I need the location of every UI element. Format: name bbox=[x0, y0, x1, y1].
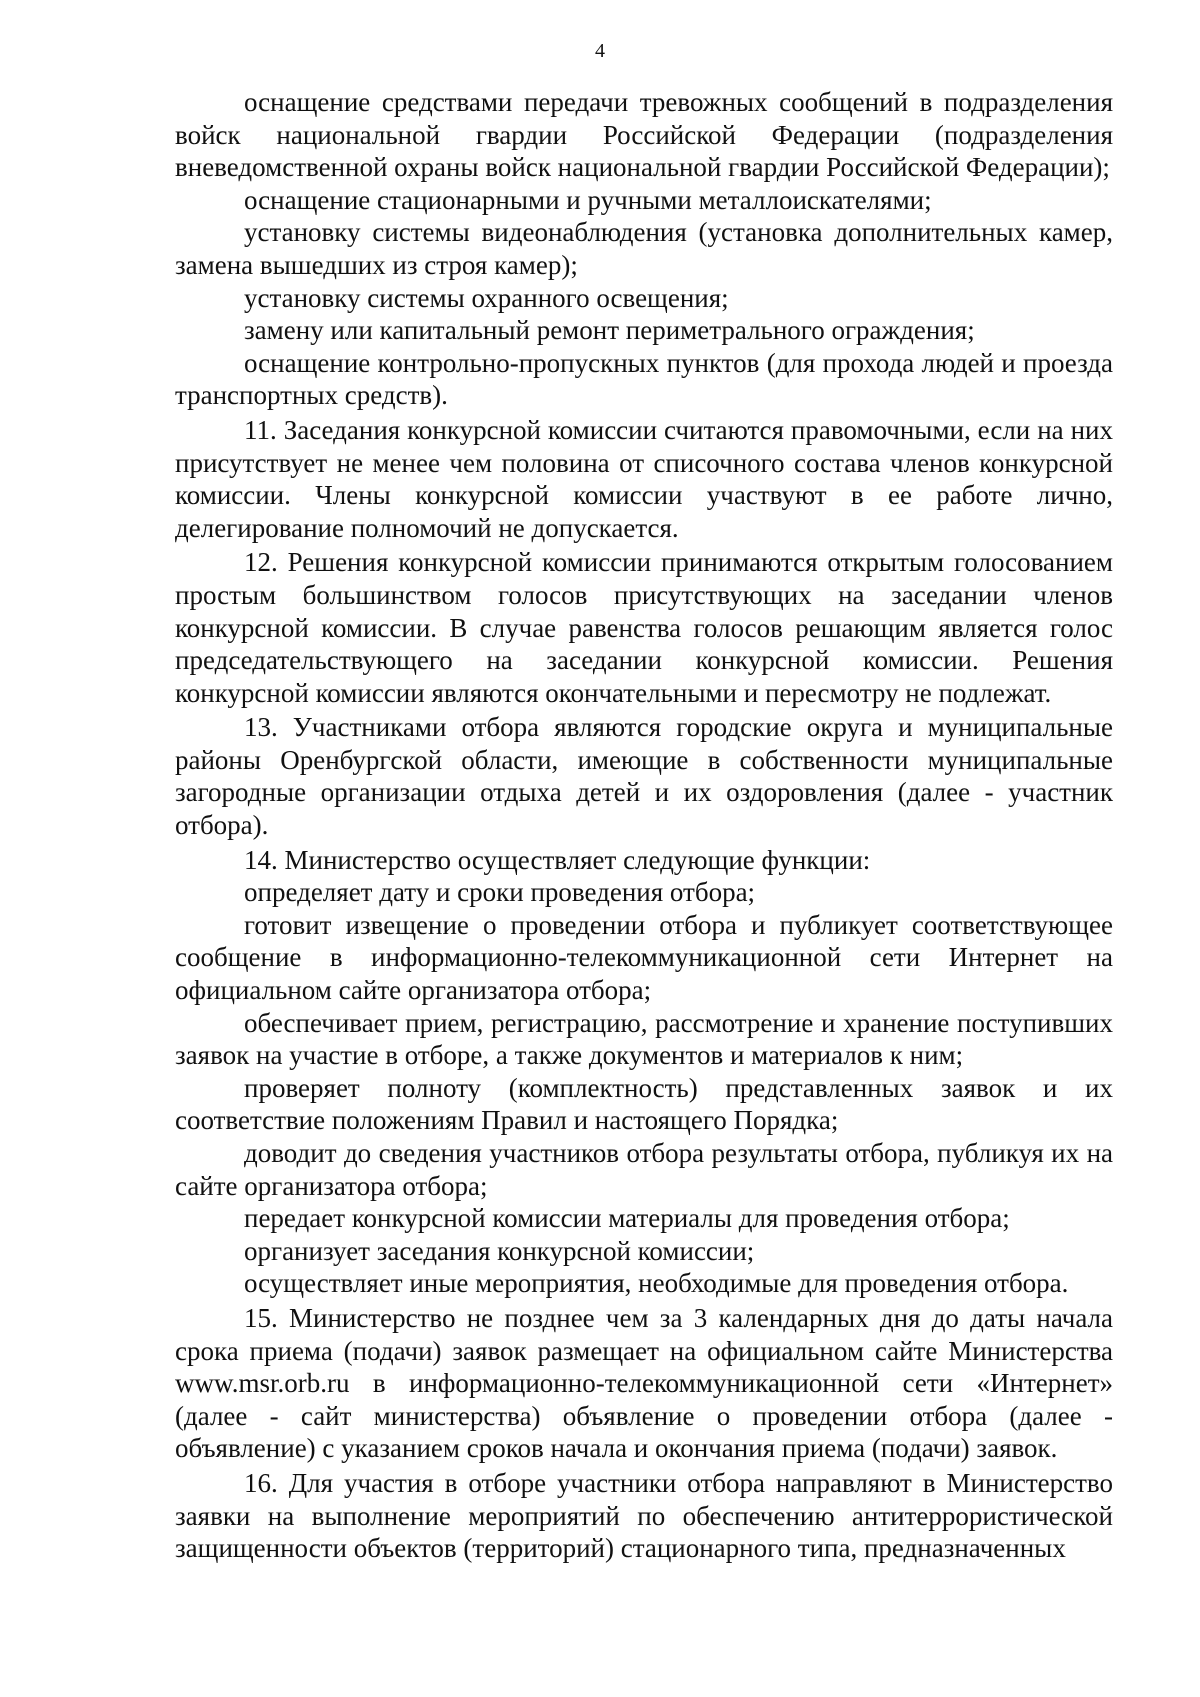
paragraph-function-verification: проверяет полноту (комплектность) представленных заявок и их соответствие положениям Правил и настоящего Порядка; bbox=[175, 1072, 1113, 1136]
paragraph-perimeter-fence: замену или капитальный ремонт периметрального ограждения; bbox=[244, 315, 975, 346]
paragraph-function-results: доводит до сведения участников отбора результаты отбора, публикуя их на сайте организатора отбора; bbox=[175, 1138, 1113, 1201]
document-body bbox=[175, 86, 1113, 1565]
paragraph-item-12: 12. Решения конкурсной комиссии принимаются открытым голосованием простым большинством голосов присутствующих на заседании членов конкурсной комиссии. В случае равенства голосов решающим является голос председательствующего на заседании конкурсной комиссии. Решения конкурсной комиссии являются окончательными и пересмотру не подлежат. bbox=[175, 547, 1113, 708]
paragraph-item-13: 13. Участниками отбора являются городские округа и муниципальные районы Оренбургской области, имеющие в собственности муниципальные загородные организации отдыха детей и их оздоровления (далее - участник отбора). bbox=[175, 712, 1113, 841]
paragraph-metal-detectors: оснащение стационарными и ручными металлоискателями; bbox=[244, 184, 932, 215]
paragraph-security-lighting: установку системы охранного освещения; bbox=[244, 282, 729, 313]
paragraph-item-15: 15. Министерство не позднее чем за 3 календарных дня до даты начала срока приема (подачи) заявок размещает на официальном сайте Министерства www.msr.orb.ru в информационно-телекоммуникационной сети «Интернет» (далее - сайт министерства) объявление о проведении отбора (далее - объявление) с указанием сроков начала и окончания приема (подачи) заявок. bbox=[175, 1302, 1113, 1464]
paragraph-function-materials: передает конкурсной комиссии материалы для проведения отбора; bbox=[244, 1203, 1010, 1234]
page-number: 4 bbox=[595, 40, 605, 62]
paragraph-function-dates: определяет дату и сроки проведения отбора; bbox=[244, 877, 756, 908]
paragraph-alarm-equipment: оснащение средствами передачи тревожных сообщений в подразделения войск национальной гвардии Российской Федерации (подразделения вневедомственной охраны войск национальной гвардии Российской Федерации); bbox=[175, 87, 1113, 183]
paragraph-function-notice: готовит извещение о проведении отбора и публикует соответствующее сообщение в информационно-телекоммуникационной сети Интернет на официальном сайте организатора отбора; bbox=[175, 909, 1113, 1006]
paragraph-function-other: осуществляет иные мероприятия, необходимые для проведения отбора. bbox=[244, 1268, 1069, 1299]
paragraph-function-meetings: организует заседания конкурсной комиссии; bbox=[244, 1235, 755, 1266]
paragraph-item-16: 16. Для участия в отборе участники отбора направляют в Министерство заявки на выполнение мероприятий по обеспечению антитеррористической защищенности объектов (территорий) стационарного типа, предназначенных bbox=[175, 1467, 1113, 1564]
paragraph-item-11: 11. Заседания конкурсной комиссии считаются правомочными, если на них присутствует не менее чем половина от списочного состава членов конкурсной комиссии. Члены конкурсной комиссии участвуют в ее работе лично, делегирование полномочий не допускается. bbox=[175, 414, 1113, 543]
paragraph-item-14: 14. Министерство осуществляет следующие функции: bbox=[244, 844, 871, 875]
paragraph-checkpoints: оснащение контрольно-пропускных пунктов (для прохода людей и проезда транспортных средств). bbox=[175, 347, 1113, 411]
paragraph-function-applications: обеспечивает прием, регистрацию, рассмотрение и хранение поступивших заявок на участие в отборе, а также документов и материалов к ним; bbox=[175, 1007, 1113, 1071]
paragraph-video-surveillance: установку системы видеонаблюдения (установка дополнительных камер, замена вышедших из строя камер); bbox=[175, 217, 1113, 280]
